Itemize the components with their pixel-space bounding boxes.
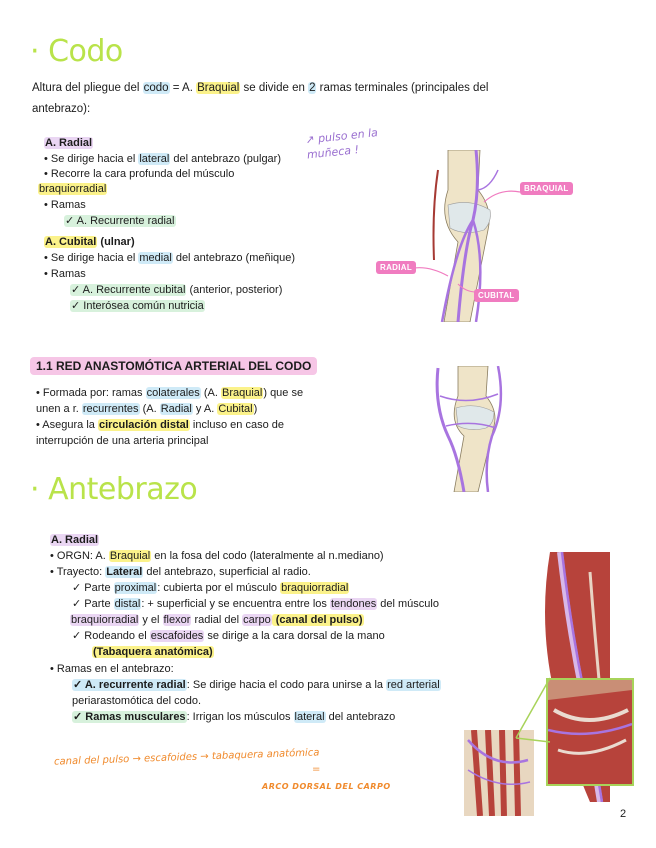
red-line-3: • Asegura la circulación distal incluso en caso de: [36, 419, 284, 431]
antebrazo-radial-heading: A. Radial: [51, 534, 99, 546]
ant-line-6: ✓ Rodeando el escafoides se dirige a la cara dorsal de la mano: [72, 630, 385, 642]
zoom-connector: [514, 676, 554, 746]
intro-line-1: Altura del pliegue del codo = A. Braquial se divide en 2 ramas terminales (principales del: [32, 82, 489, 94]
zoom-inset-figure: [546, 678, 634, 786]
pointer-braquial: [480, 186, 524, 206]
hl-num: 2: [309, 82, 316, 94]
note-equals: =: [312, 764, 321, 775]
cubital-heading: A. Cubital (ulnar): [45, 236, 135, 248]
note-arco-dorsal: ARCO DORSAL DEL CARPO: [262, 782, 391, 791]
hl-braquial: Braquial: [197, 82, 240, 94]
ant-line-5: braquiorradial y el flexor radial del carpo (canal del pulso): [71, 614, 363, 626]
cubital-line-1: • Se dirige hacia el medial del antebrazo (meñique): [44, 252, 296, 264]
ant-line-4: ✓ Parte distal: + superficial y se encuentra entre los tendones del músculo: [72, 598, 439, 610]
radial-heading: A. Radial: [45, 137, 93, 149]
ant-line-11: ✓ Ramas musculares: Irrigan los músculos lateral del antebrazo: [73, 711, 396, 723]
cubital-line-2: • Ramas: [44, 268, 86, 280]
radial-line-3: braquiorradial: [39, 183, 107, 195]
elbow-network-figure: [428, 366, 518, 492]
ant-line-10: periarastomótica del codo.: [72, 695, 202, 707]
ant-line-9: ✓ A. recurrente radial: Se dirige hacia el codo para unirse a la red arterial: [73, 679, 440, 691]
cubital-line-4: ✓ Interósea común nutricia: [71, 300, 204, 312]
red-line-1: • Formada por: ramas colaterales (A. Braquial) que se: [36, 387, 304, 399]
note-pulso-muneca: ↗ pulso en la muñeca !: [304, 126, 379, 162]
radial-line-2: • Recorre la cara profunda del músculo: [44, 168, 235, 180]
ant-line-3: ✓ Parte proximal: cubierta por el músculo braquiorradial: [72, 582, 349, 594]
fig-label-cubital: CUBITAL: [474, 289, 519, 302]
intro-line-2: antebrazo):: [32, 103, 91, 115]
ant-line-1: • ORGN: A. Braquial en la fosa del codo (lateralmente al n.mediano): [50, 550, 384, 562]
cubital-line-3: ✓ A. Recurrente cubital (anterior, posterior): [71, 284, 283, 296]
pointer-radial: [412, 262, 452, 282]
section-title-antebrazo: · Antebrazo: [30, 472, 198, 507]
red-anastomotica-heading: 1.1 RED ANASTOMÓTICA ARTERIAL DEL CODO: [30, 357, 317, 375]
ant-line-8: • Ramas en el antebrazo:: [50, 663, 174, 675]
red-line-4: interrupción de una arteria principal: [36, 435, 209, 447]
section-title-codo: · Codo: [30, 34, 123, 69]
hl-codo: codo: [143, 82, 169, 94]
radial-line-5: ✓ A. Recurrente radial: [65, 215, 175, 227]
note-canal-pulso: canal del pulso → escafoides → tabaquera anatómica: [53, 747, 320, 768]
radial-line-4: • Ramas: [44, 199, 86, 211]
ant-line-7: (Tabaquera anatómica): [93, 646, 213, 658]
fig-label-braquial: BRAQUIAL: [520, 182, 573, 195]
fig-label-radial: RADIAL: [376, 261, 416, 274]
red-line-2: unen a r. recurrentes (A. Radial y A. Cubital): [36, 403, 258, 415]
ant-line-2: • Trayecto: Lateral del antebrazo, superficial al radio.: [50, 566, 311, 578]
pointer-cubital: [454, 282, 478, 298]
radial-line-1: • Se dirige hacia el lateral del antebrazo (pulgar): [44, 153, 282, 165]
page-number: 2: [620, 808, 627, 820]
